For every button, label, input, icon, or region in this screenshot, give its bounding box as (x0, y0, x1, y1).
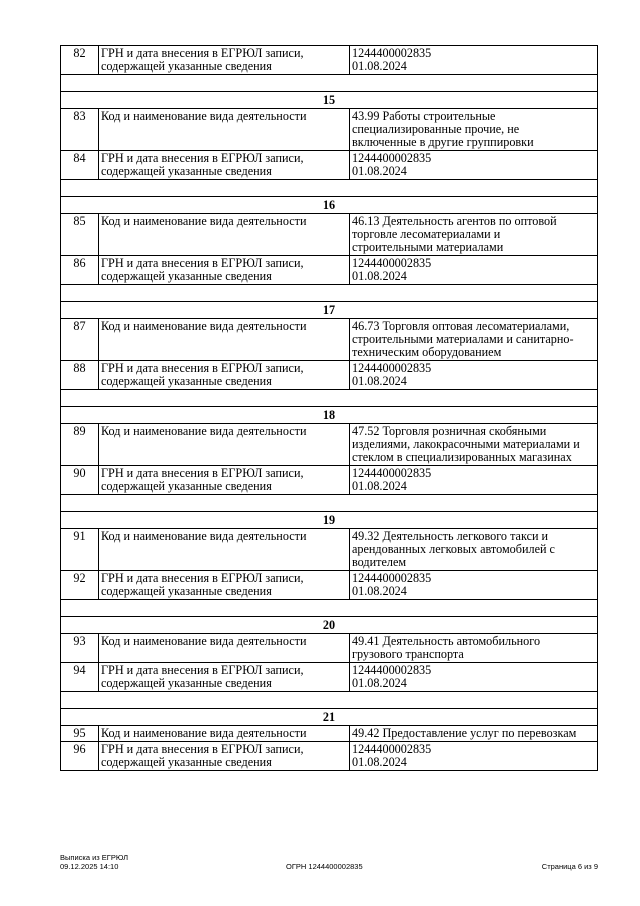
field-label-line: содержащей указанные сведения (101, 584, 272, 598)
field-value (350, 634, 598, 663)
field-label (99, 529, 350, 571)
field-label-line: ГРН и дата внесения в ЕГРЮЛ записи, (101, 466, 304, 480)
field-value (350, 663, 598, 692)
table-row (61, 214, 598, 256)
field-value (350, 529, 598, 571)
field-value (350, 256, 598, 285)
field-value (350, 361, 598, 390)
footer-datetime: 09.12.2025 14:10 (60, 862, 119, 871)
field-value-line: 43.99 Работы строительные (352, 109, 496, 123)
spacer-row (61, 75, 598, 92)
field-label (99, 214, 350, 256)
field-value-line: 1244400002835 (352, 46, 432, 60)
row-number: 96 (61, 742, 99, 771)
field-value-line: 49.41 Деятельность автомобильного (352, 634, 541, 648)
field-label (99, 571, 350, 600)
section-number: 15 (61, 92, 598, 109)
row-number: 90 (61, 466, 99, 495)
field-value-line: водителем (352, 555, 407, 569)
field-value-line: специализированные прочие, не (352, 122, 520, 136)
spacer-row (61, 390, 598, 407)
field-label-line: ГРН и дата внесения в ЕГРЮЛ записи, (101, 361, 304, 375)
field-label-line: содержащей указанные сведения (101, 164, 272, 178)
field-value-line: 1244400002835 (352, 742, 432, 756)
field-label (99, 726, 350, 742)
spacer-cell (61, 390, 598, 407)
field-value (350, 214, 598, 256)
field-label (99, 742, 350, 771)
spacer-row (61, 180, 598, 197)
spacer-cell (61, 285, 598, 302)
field-value-line: 01.08.2024 (352, 164, 407, 178)
field-label-line: ГРН и дата внесения в ЕГРЮЛ записи, (101, 256, 304, 270)
field-label-line: Код и наименование вида деятельности (101, 109, 307, 123)
spacer-cell (61, 692, 598, 709)
field-label-line: содержащей указанные сведения (101, 676, 272, 690)
field-value-line: 01.08.2024 (352, 755, 407, 769)
section-number: 19 (61, 512, 598, 529)
footer-left (60, 853, 128, 871)
table-row (61, 361, 598, 390)
section-header-row (61, 709, 598, 726)
field-value (350, 726, 598, 742)
spacer-cell (61, 75, 598, 92)
section-header-row (61, 617, 598, 634)
row-number: 87 (61, 319, 99, 361)
field-value (350, 46, 598, 75)
field-value-line: арендованных легковых автомобилей с (352, 542, 555, 556)
field-value-line: 01.08.2024 (352, 479, 407, 493)
field-value-line: 47.52 Торговля розничная скобяными (352, 424, 547, 438)
field-value-line: торговле лесоматериалами и (352, 227, 501, 241)
table-row (61, 663, 598, 692)
field-value-line: 01.08.2024 (352, 676, 407, 690)
field-value-line: 1244400002835 (352, 571, 432, 585)
field-value (350, 319, 598, 361)
section-header-row (61, 92, 598, 109)
field-label-line: содержащей указанные сведения (101, 479, 272, 493)
field-value-line: 46.13 Деятельность агентов по оптовой (352, 214, 557, 228)
row-number: 85 (61, 214, 99, 256)
field-label (99, 46, 350, 75)
field-label (99, 319, 350, 361)
field-value (350, 109, 598, 151)
field-value-line: изделиями, лакокрасочными материалами и (352, 437, 580, 451)
field-label (99, 466, 350, 495)
field-value-line: стеклом в специализированных магазинах (352, 450, 572, 464)
field-value-line: строительными материалами (352, 240, 504, 254)
table-row (61, 424, 598, 466)
spacer-row (61, 285, 598, 302)
field-value (350, 571, 598, 600)
table-row (61, 46, 598, 75)
field-value (350, 742, 598, 771)
section-number: 16 (61, 197, 598, 214)
field-value-line: 01.08.2024 (352, 59, 407, 73)
row-number: 84 (61, 151, 99, 180)
spacer-row (61, 692, 598, 709)
field-value-line: строительными материалами и санитарно- (352, 332, 574, 346)
field-label-line: Код и наименование вида деятельности (101, 634, 307, 648)
field-value-line: 1244400002835 (352, 256, 432, 270)
row-number: 92 (61, 571, 99, 600)
field-value-line: 01.08.2024 (352, 269, 407, 283)
field-label (99, 256, 350, 285)
field-label (99, 361, 350, 390)
field-value (350, 151, 598, 180)
field-value-line: грузового транспорта (352, 647, 464, 661)
field-value (350, 424, 598, 466)
field-label-line: содержащей указанные сведения (101, 59, 272, 73)
spacer-cell (61, 180, 598, 197)
field-label (99, 424, 350, 466)
field-value-line: включенные в другие группировки (352, 135, 534, 149)
footer-page-number: Страница 6 из 9 (541, 862, 598, 871)
field-label-line: содержащей указанные сведения (101, 374, 272, 388)
row-number: 94 (61, 663, 99, 692)
table-row (61, 726, 598, 742)
spacer-row (61, 495, 598, 512)
field-value-line: 1244400002835 (352, 361, 432, 375)
row-number: 82 (61, 46, 99, 75)
section-header-row (61, 302, 598, 319)
footer-ogrn: ОГРН 1244400002835 (286, 862, 363, 871)
table-row (61, 109, 598, 151)
table-row (61, 319, 598, 361)
field-label-line: ГРН и дата внесения в ЕГРЮЛ записи, (101, 571, 304, 585)
field-label (99, 151, 350, 180)
field-label-line: содержащей указанные сведения (101, 269, 272, 283)
table-row (61, 571, 598, 600)
spacer-cell (61, 495, 598, 512)
table-row (61, 256, 598, 285)
field-label-line: Код и наименование вида деятельности (101, 214, 307, 228)
row-number: 91 (61, 529, 99, 571)
row-number: 86 (61, 256, 99, 285)
field-value-line: 49.42 Предоставление услуг по перевозкам (352, 726, 577, 740)
row-number: 88 (61, 361, 99, 390)
section-number: 17 (61, 302, 598, 319)
section-number: 18 (61, 407, 598, 424)
section-header-row (61, 407, 598, 424)
row-number: 93 (61, 634, 99, 663)
field-value (350, 466, 598, 495)
spacer-row (61, 600, 598, 617)
field-label-line: ГРН и дата внесения в ЕГРЮЛ записи, (101, 742, 304, 756)
table-row (61, 151, 598, 180)
field-value-line: 1244400002835 (352, 663, 432, 677)
table-row (61, 466, 598, 495)
field-value-line: 49.32 Деятельность легкового такси и (352, 529, 549, 543)
section-number: 21 (61, 709, 598, 726)
field-label (99, 109, 350, 151)
field-label (99, 663, 350, 692)
field-label-line: ГРН и дата внесения в ЕГРЮЛ записи, (101, 151, 304, 165)
field-value-line: 1244400002835 (352, 466, 432, 480)
field-value-line: 01.08.2024 (352, 374, 407, 388)
field-label-line: Код и наименование вида деятельности (101, 529, 307, 543)
section-header-row (61, 197, 598, 214)
row-number: 89 (61, 424, 99, 466)
row-number: 83 (61, 109, 99, 151)
table-row (61, 529, 598, 571)
field-label-line: ГРН и дата внесения в ЕГРЮЛ записи, (101, 663, 304, 677)
section-number: 20 (61, 617, 598, 634)
row-number: 95 (61, 726, 99, 742)
field-value-line: 01.08.2024 (352, 584, 407, 598)
section-header-row (61, 512, 598, 529)
spacer-cell (61, 600, 598, 617)
field-label (99, 634, 350, 663)
egrul-extract-table (60, 45, 598, 771)
field-value-line: 46.73 Торговля оптовая лесоматериалами, (352, 319, 570, 333)
field-label-line: ГРН и дата внесения в ЕГРЮЛ записи, (101, 46, 304, 60)
field-label-line: Код и наименование вида деятельности (101, 319, 307, 333)
footer-doc-title: Выписка из ЕГРЮЛ (60, 853, 129, 862)
field-value-line: техническим оборудованием (352, 345, 502, 359)
field-label-line: Код и наименование вида деятельности (101, 424, 307, 438)
field-value-line: 1244400002835 (352, 151, 432, 165)
table-row (61, 742, 598, 771)
field-label-line: содержащей указанные сведения (101, 755, 272, 769)
field-label-line: Код и наименование вида деятельности (101, 726, 307, 740)
table-row (61, 634, 598, 663)
